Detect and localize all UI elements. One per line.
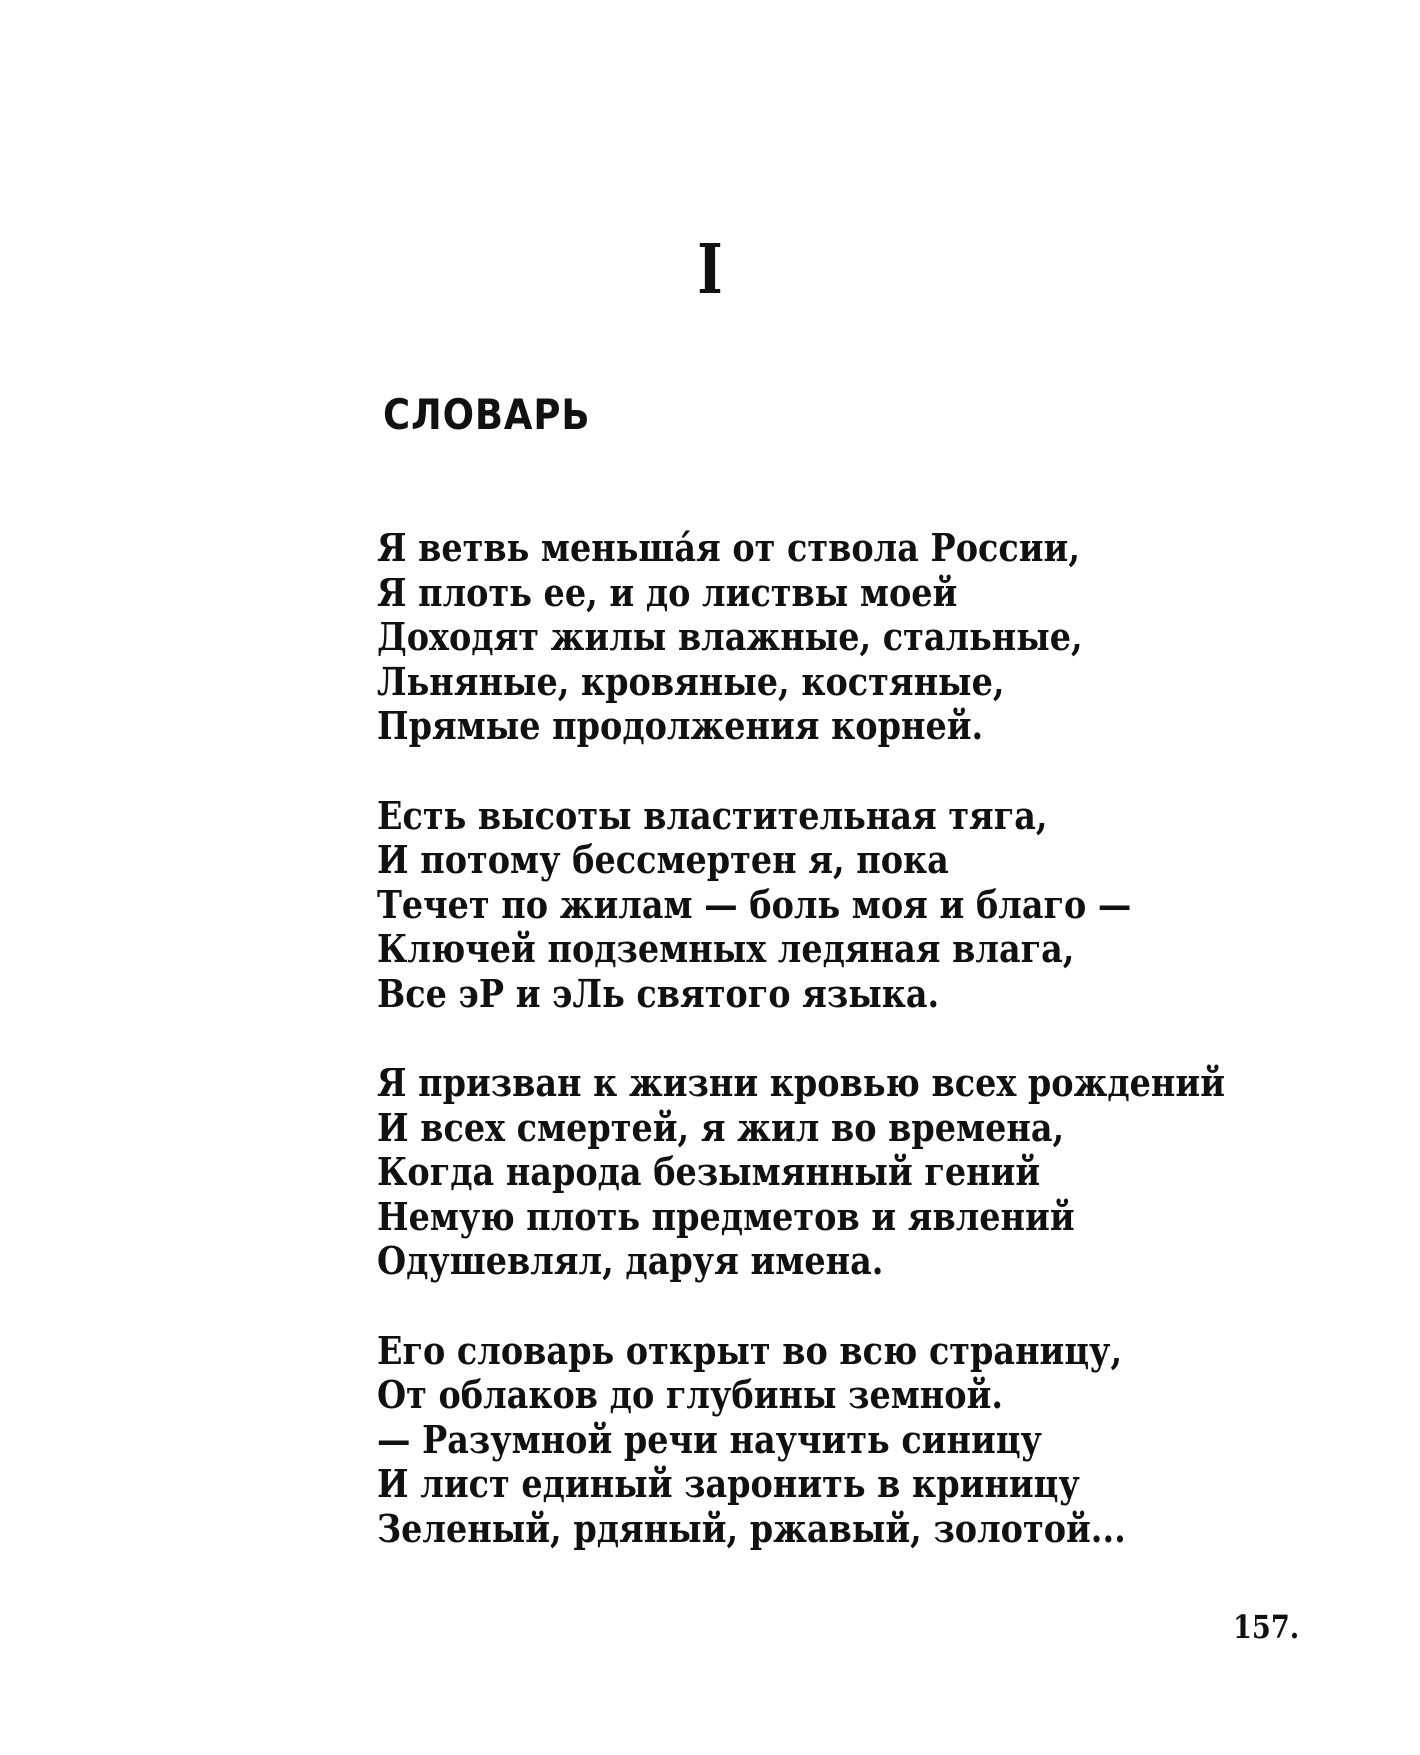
poem-line: Есть высоты властительная тяга, [377, 792, 1048, 838]
poem-line: Я ветвь меньша́я от ствола России, [377, 525, 1080, 570]
stanza-2 [377, 794, 1341, 1017]
poem-line: Зеленый, рдяный, ржавый, золотой... [377, 1505, 1126, 1551]
stanza-3 [377, 1061, 1341, 1284]
stanza-4 [377, 1329, 1341, 1552]
poem-line: Одушевлял, даруя имена. [377, 1238, 884, 1283]
poem-title: СЛОВАРЬ [383, 390, 591, 439]
poem-line: И потому бессмертен я, пока [377, 837, 949, 882]
poem-line: Течет по жилам — боль моя и благо — [377, 881, 1132, 927]
poem-line: И всех смертей, я жил во времена, [377, 1104, 1065, 1150]
poem-line: От облаков до глубины земной. [377, 1372, 1004, 1417]
poem-line: Я призван к жизни кровью всех рождений [377, 1060, 1226, 1105]
poem-line: — Разумной речи научить синицу [377, 1416, 1042, 1462]
poem-line: Немую плоть предметов и явлений [377, 1193, 1075, 1239]
poem-line: Я плоть ее, и до листвы моей [377, 569, 958, 615]
poem-line: Все эР и эЛь святого языка. [377, 970, 940, 1016]
poem-line: Его словарь открыт во всю страницу, [377, 1327, 1123, 1373]
poem-line: Льняные, кровяные, костяные, [377, 658, 1005, 704]
poem-body [377, 526, 1341, 1596]
section-number: I [697, 230, 723, 310]
poem-line: Ключей подземных ледяная влага, [377, 926, 1075, 971]
poem-line: Когда народа безымянный гений [377, 1149, 1041, 1194]
poem-line: И лист единый заронить в криницу [377, 1461, 1080, 1506]
page-number: 157. [1233, 1608, 1300, 1646]
poem-line: Доходят жилы влажные, стальные, [377, 614, 1083, 659]
poem-line: Прямые продолжения корней. [377, 703, 984, 748]
stanza-1 [377, 526, 1341, 749]
